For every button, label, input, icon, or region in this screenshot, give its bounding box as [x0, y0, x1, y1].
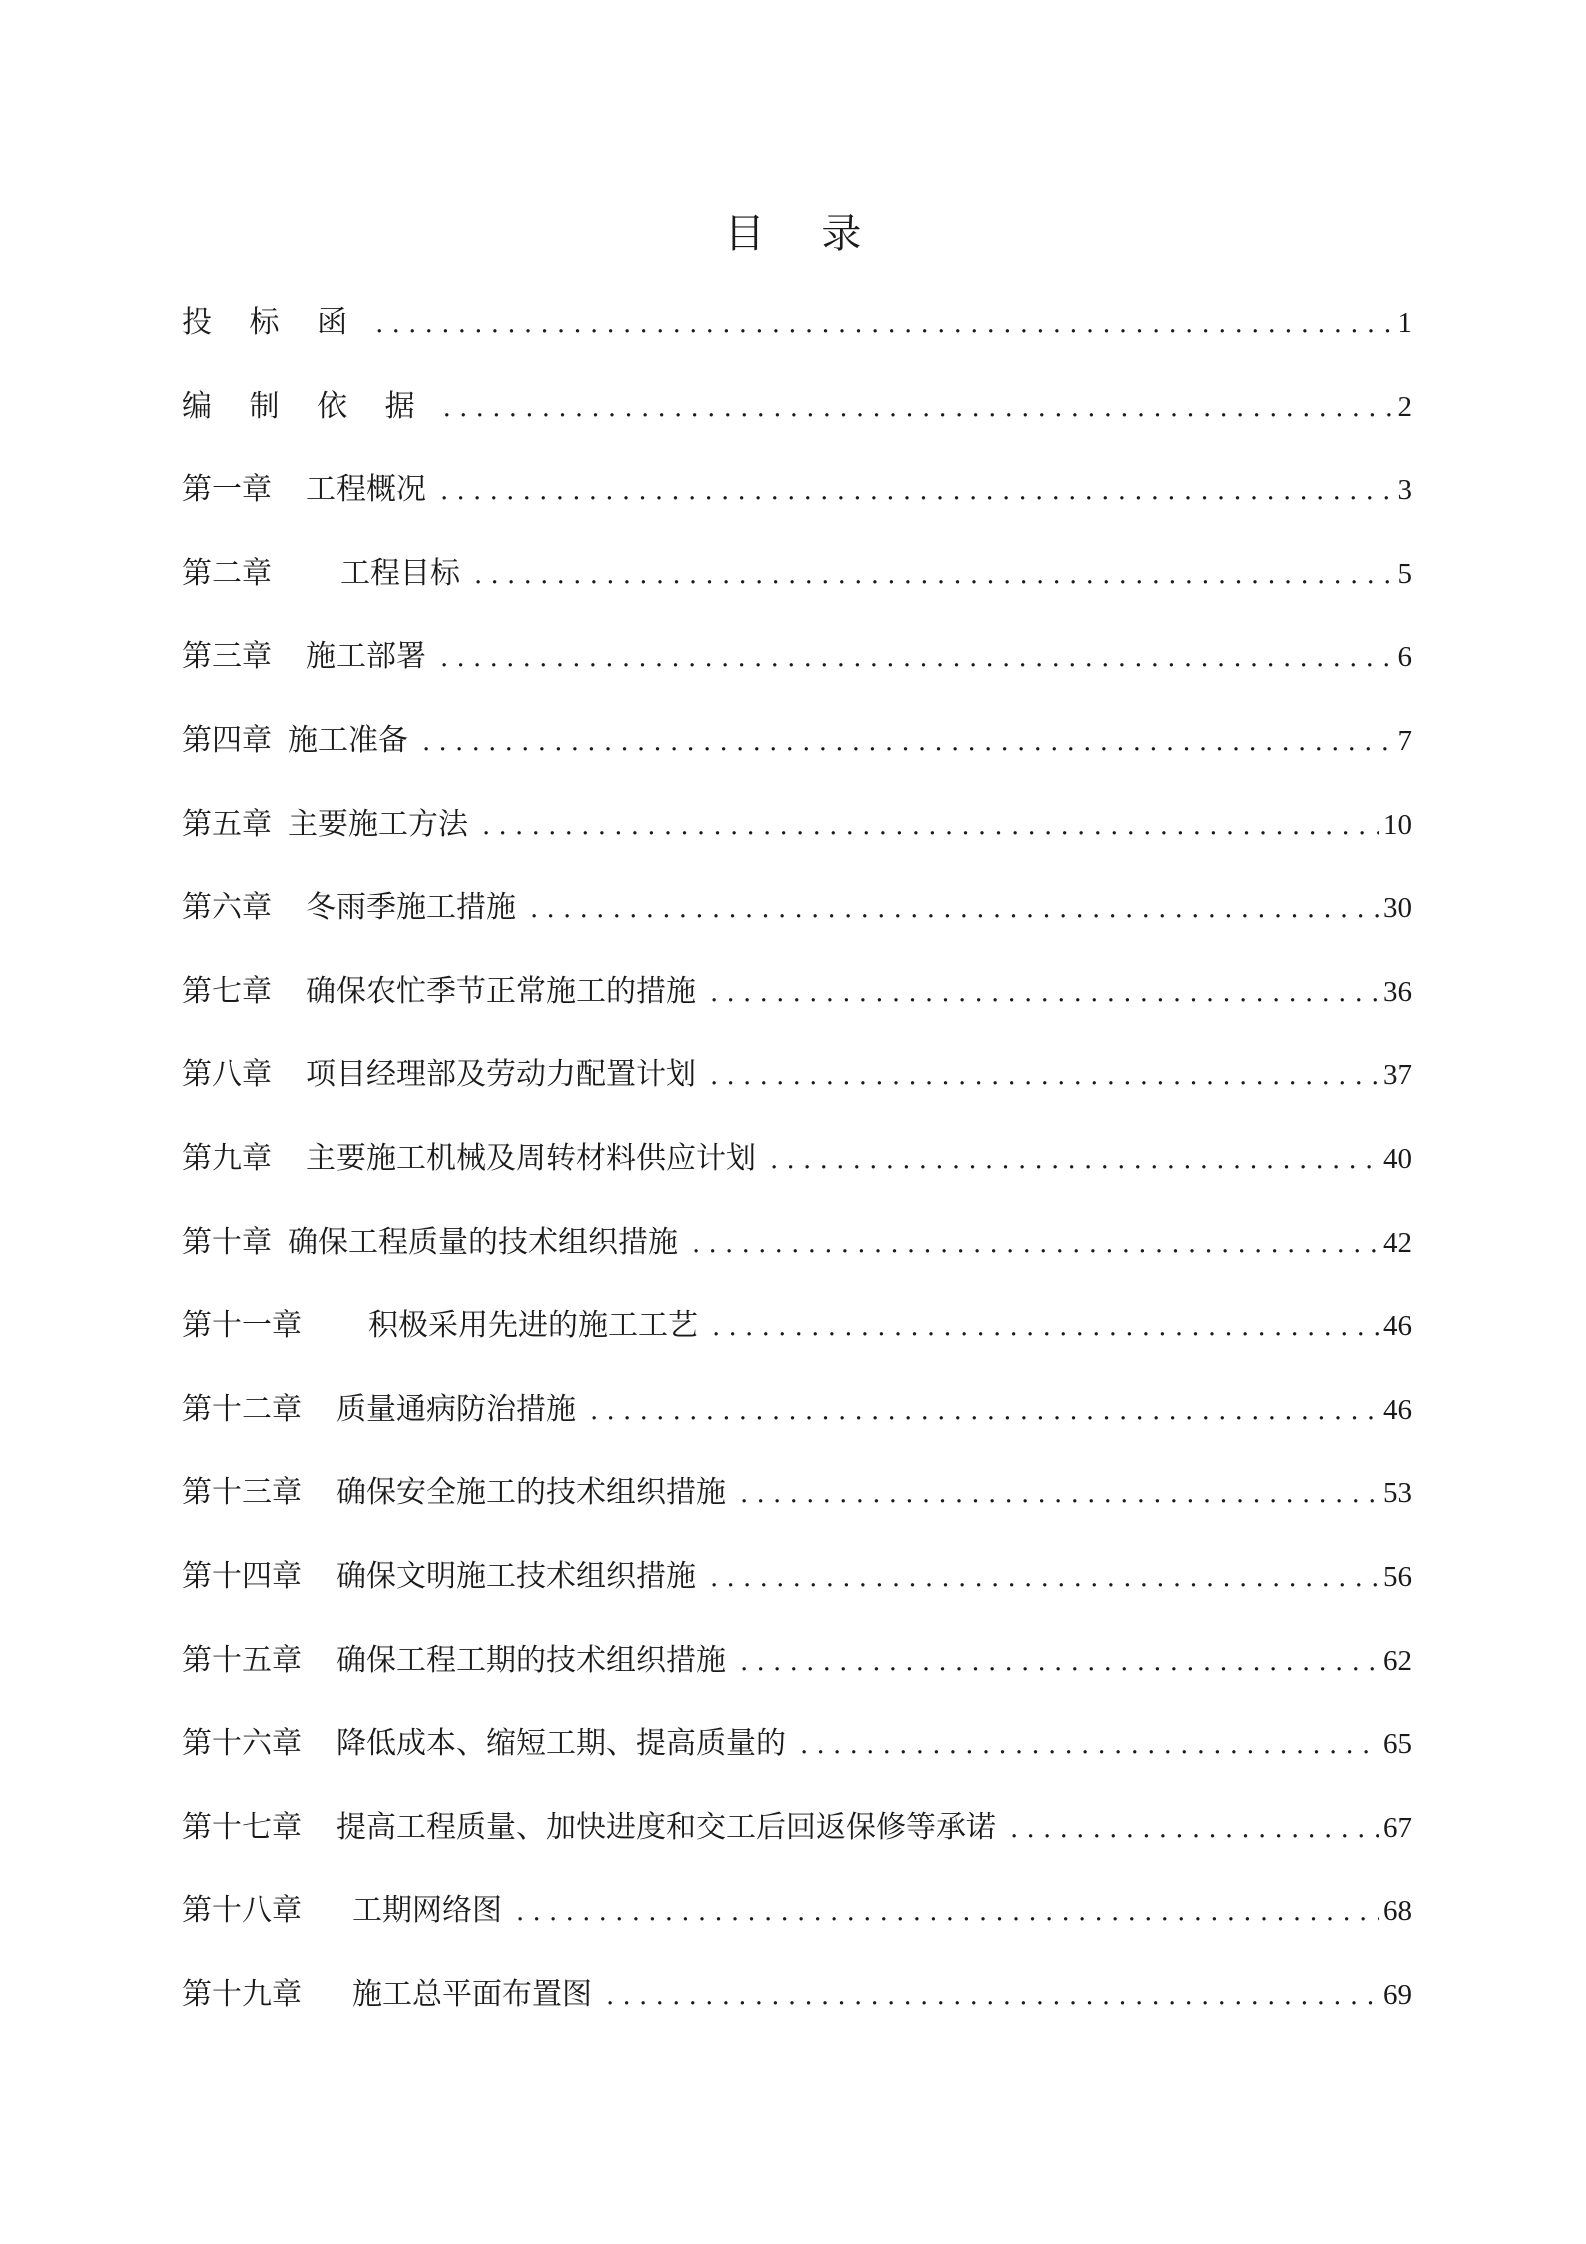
- toc-page-number: 6: [1397, 641, 1412, 674]
- toc-label: [182, 794, 482, 856]
- toc-chapter: 第一章: [182, 472, 272, 508]
- dot-leader: [1010, 1798, 1379, 1860]
- toc-heading: 提高工程质量、加快进度和交工后回返保修等承诺: [336, 1809, 996, 1845]
- toc-page-number: 5: [1397, 557, 1412, 590]
- dot-leader: [422, 711, 1394, 773]
- toc-entry[interactable]: [182, 1546, 1412, 1630]
- toc-label: [182, 1462, 740, 1524]
- toc-page-number: 69: [1383, 1978, 1412, 2011]
- toc-label: [182, 459, 440, 521]
- toc-chapter: 第四章: [182, 722, 272, 758]
- toc-entry[interactable]: [182, 961, 1412, 1045]
- toc-label: [182, 1128, 770, 1190]
- dot-leader: [375, 293, 1393, 355]
- toc-label: [182, 710, 422, 772]
- toc-entry[interactable]: [182, 1295, 1412, 1379]
- dot-leader: [740, 1463, 1379, 1525]
- toc-heading: 施工总平面布置图: [352, 1976, 592, 2012]
- toc-label: [182, 961, 710, 1023]
- dot-leader: [800, 1714, 1379, 1776]
- toc-entry[interactable]: [182, 292, 1412, 376]
- toc-heading: 施工准备: [288, 722, 408, 758]
- toc-chapter: 第八章: [182, 1057, 272, 1093]
- dot-leader: [710, 962, 1379, 1024]
- toc-entry[interactable]: [182, 877, 1412, 961]
- toc-label: [182, 543, 474, 605]
- toc-chapter: 第十三章: [182, 1475, 302, 1511]
- toc-entry[interactable]: [182, 376, 1412, 460]
- toc-chapter: 第五章: [182, 806, 272, 842]
- toc-page-number: 37: [1383, 1059, 1412, 1092]
- toc-heading: 工期网络图: [352, 1893, 502, 1929]
- toc-heading: 项目经理部及劳动力配置计划: [306, 1057, 696, 1093]
- toc-label: [182, 877, 530, 939]
- toc-chapter: 第十一章: [182, 1308, 302, 1344]
- dot-leader: [530, 878, 1379, 940]
- toc-label: [182, 1630, 740, 1692]
- toc-label: [182, 1713, 800, 1775]
- toc-page-number: 30: [1383, 892, 1412, 925]
- toc-heading: 积极采用先进的施工工艺: [368, 1308, 698, 1344]
- toc-chapter: 第十九章: [182, 1976, 302, 2012]
- toc-heading: 工程目标: [340, 555, 460, 591]
- toc-page-number: 56: [1383, 1560, 1412, 1593]
- table-of-contents: [182, 292, 1412, 2047]
- toc-label: [182, 626, 440, 688]
- dot-leader: [443, 377, 1394, 439]
- toc-entry[interactable]: [182, 1713, 1412, 1797]
- toc-heading: 确保安全施工的技术组织措施: [336, 1475, 726, 1511]
- toc-page-number: 65: [1383, 1728, 1412, 1761]
- toc-entry[interactable]: [182, 1964, 1412, 2048]
- dot-leader: [590, 1380, 1379, 1442]
- toc-heading: 主要施工方法: [288, 806, 468, 842]
- toc-page-number: 10: [1383, 808, 1412, 841]
- dot-leader: [482, 795, 1379, 857]
- toc-entry[interactable]: [182, 1630, 1412, 1714]
- toc-entry[interactable]: [182, 459, 1412, 543]
- toc-page-number: 2: [1397, 390, 1412, 423]
- dot-leader: [516, 1881, 1379, 1943]
- toc-page-number: 68: [1383, 1895, 1412, 1928]
- toc-heading: 主要施工机械及周转材料供应计划: [306, 1140, 756, 1176]
- toc-heading: 工程概况: [306, 472, 426, 508]
- toc-chapter: 第六章: [182, 890, 272, 926]
- toc-entry[interactable]: [182, 1462, 1412, 1546]
- dot-leader: [692, 1213, 1379, 1275]
- toc-heading: 确保农忙季节正常施工的措施: [306, 973, 696, 1009]
- toc-chapter: 第十八章: [182, 1893, 302, 1929]
- toc-label: [182, 1379, 590, 1441]
- toc-heading: 冬雨季施工措施: [306, 890, 516, 926]
- toc-heading: 确保文明施工技术组织措施: [336, 1558, 696, 1594]
- dot-leader: [710, 1547, 1379, 1609]
- toc-heading: 施工部署: [306, 639, 426, 675]
- toc-label: [182, 1546, 710, 1608]
- toc-chapter: 第七章: [182, 973, 272, 1009]
- toc-chapter: 第十七章: [182, 1809, 302, 1845]
- toc-entry[interactable]: [182, 1880, 1412, 1964]
- dot-leader: [712, 1296, 1379, 1358]
- dot-leader: [740, 1631, 1379, 1693]
- toc-chapter: 投 标 函: [182, 305, 362, 340]
- dot-leader: [606, 1965, 1379, 2027]
- toc-chapter: 第十章: [182, 1224, 272, 1260]
- toc-page-number: 3: [1397, 474, 1412, 507]
- dot-leader: [440, 627, 1394, 689]
- toc-page-number: 46: [1383, 1310, 1412, 1343]
- dot-leader: [474, 544, 1394, 606]
- toc-entry[interactable]: [182, 626, 1412, 710]
- toc-page-number: 62: [1383, 1644, 1412, 1677]
- toc-chapter: 第十五章: [182, 1642, 302, 1678]
- toc-entry[interactable]: [182, 710, 1412, 794]
- toc-page-number: 1: [1397, 307, 1412, 339]
- toc-heading: 确保工程质量的技术组织措施: [288, 1224, 678, 1260]
- toc-chapter: 第十四章: [182, 1558, 302, 1594]
- toc-label: [182, 1212, 692, 1274]
- toc-chapter: 第十二章: [182, 1391, 302, 1427]
- toc-page-number: 42: [1383, 1226, 1412, 1259]
- toc-chapter: 编 制 依 据: [182, 388, 429, 424]
- toc-heading: 降低成本、缩短工期、提高质量的: [336, 1726, 786, 1762]
- toc-entry[interactable]: [182, 1044, 1412, 1128]
- dot-leader: [440, 460, 1394, 522]
- toc-page-number: 36: [1383, 975, 1412, 1008]
- toc-entry[interactable]: [182, 1797, 1412, 1881]
- toc-label: [182, 1295, 712, 1357]
- toc-page-number: 46: [1383, 1393, 1412, 1426]
- toc-chapter: 第十六章: [182, 1726, 302, 1762]
- toc-chapter: 第三章: [182, 639, 272, 675]
- toc-page-number: 53: [1383, 1477, 1412, 1510]
- toc-heading: 质量通病防治措施: [336, 1391, 576, 1427]
- toc-page-number: 7: [1397, 724, 1412, 757]
- toc-chapter: 第九章: [182, 1140, 272, 1176]
- toc-page-number: 67: [1383, 1811, 1412, 1844]
- toc-label: [182, 1044, 710, 1106]
- toc-chapter: 第二章: [182, 555, 272, 591]
- toc-entry[interactable]: [182, 1128, 1412, 1212]
- dot-leader: [710, 1045, 1379, 1107]
- toc-label: [182, 1964, 606, 2026]
- toc-label: [182, 1797, 1010, 1859]
- toc-entry[interactable]: [182, 794, 1412, 878]
- toc-label: [182, 1880, 516, 1942]
- toc-entry[interactable]: [182, 1212, 1412, 1296]
- toc-heading: 确保工程工期的技术组织措施: [336, 1642, 726, 1678]
- page-title: 目 录: [724, 211, 884, 257]
- toc-entry[interactable]: [182, 1379, 1412, 1463]
- toc-entry[interactable]: [182, 543, 1412, 627]
- dot-leader: [770, 1129, 1379, 1191]
- toc-page-number: 40: [1383, 1142, 1412, 1175]
